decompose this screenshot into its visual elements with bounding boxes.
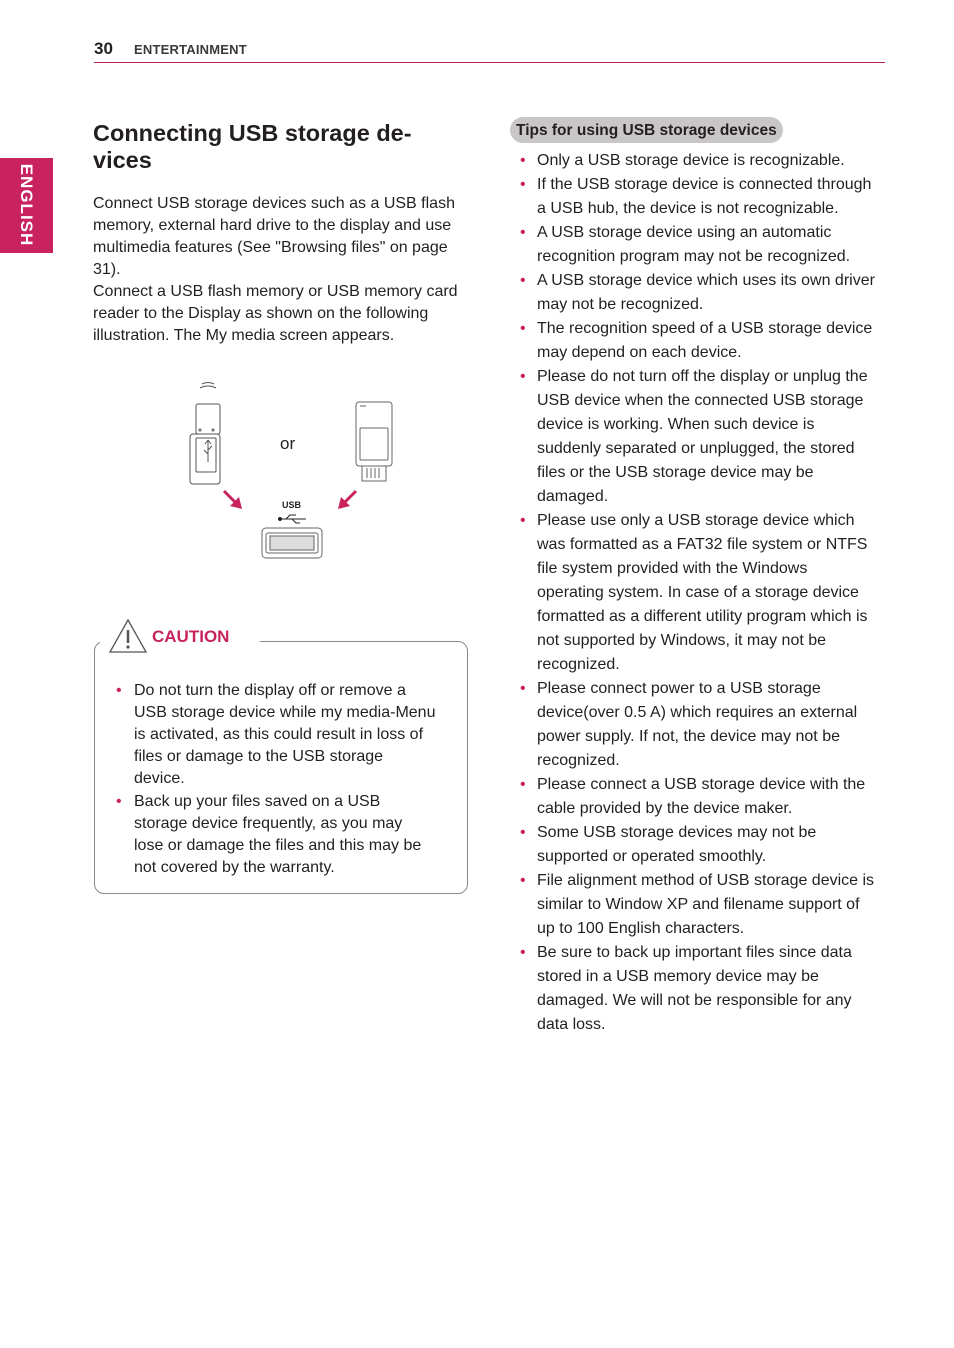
arrow-left-icon (224, 491, 242, 509)
intro-text (93, 193, 473, 347)
language-tab (0, 158, 53, 253)
page-title: Connecting USB storage de- vices (93, 120, 412, 173)
tip-item: • A USB storage device which uses its own driver may not be recognized. (520, 269, 875, 317)
caution-label: CAUTION (152, 627, 230, 646)
header-divider (94, 62, 885, 63)
usb-symbol-icon (279, 515, 307, 523)
tip-item: • Some USB storage devices may not be supported or operated smoothly. (520, 821, 875, 869)
usb-port-label: USB (282, 500, 302, 510)
tip-item: • A USB storage device using an automatic recognition program may not be recognized. (520, 221, 875, 269)
page-number: 30 (94, 39, 113, 58)
caution-item: • Back up your files saved on a USB storage device frequently, as you may lose or damage the files and this may be not covered by the warranty. (116, 791, 436, 879)
usb-cable-plug-icon (190, 383, 220, 485)
caution-item: • Do not turn the display off or remove a USB storage device while my media-Menu is activated, as this could result in loss of files or damage to the USB storage device. (116, 680, 436, 790)
tip-item: • Please use only a USB storage device which was formatted as a FAT32 file system or NTFS file system provided with the Windows operating system. In case of a storage device formatted as a different utility program which is not supported by Windows, it may not be recognized. (520, 509, 875, 677)
tip-item: • Be sure to back up important files since data stored in a USB memory device may be damaged. We will not be responsible for any data loss. (520, 941, 875, 1037)
tips-list (520, 149, 875, 1037)
usb-flash-drive-icon (356, 402, 392, 481)
caution-list (116, 680, 436, 880)
intro-paragraph-2: Connect a USB flash memory or USB memory card reader to the Display as shown on the following illustration. The My media screen appears. (93, 283, 458, 344)
arrow-right-icon (338, 491, 356, 509)
usb-connection-illustration (180, 378, 400, 563)
intro-paragraph-1: Connect USB storage devices such as a USB flash memory, external hard drive to the display and use multimedia features (See "Browsing files" on page 31). (93, 195, 455, 278)
tips-heading: Tips for using USB storage devices (510, 117, 783, 143)
tip-item: • File alignment method of USB storage device is similar to Window XP and filename support of up to 100 English characters. (520, 869, 875, 941)
usb-port-icon (262, 528, 322, 558)
or-label: or (280, 434, 296, 453)
language-tab-label: ENGLISH (17, 163, 36, 247)
tip-item: • Please connect a USB storage device with the cable provided by the device maker. (520, 773, 875, 821)
tip-item: • Please connect power to a USB storage device(over 0.5 A) which requires an external power supply. If not, the device may not be recognized. (520, 677, 875, 773)
section-title: ENTERTAINMENT (134, 42, 247, 57)
warning-triangle-icon (108, 618, 148, 654)
tip-item: • If the USB storage device is connected through a USB hub, the device is not recognizable. (520, 173, 875, 221)
tip-item: • Only a USB storage device is recognizable. (520, 149, 875, 173)
tip-item: • Please do not turn off the display or unplug the USB device when the connected USB storage device is working. When such device is suddenly separated or unplugged, the stored files or the USB storage device may be damaged. (520, 365, 875, 509)
tip-item: • The recognition speed of a USB storage device may depend on each device. (520, 317, 875, 365)
